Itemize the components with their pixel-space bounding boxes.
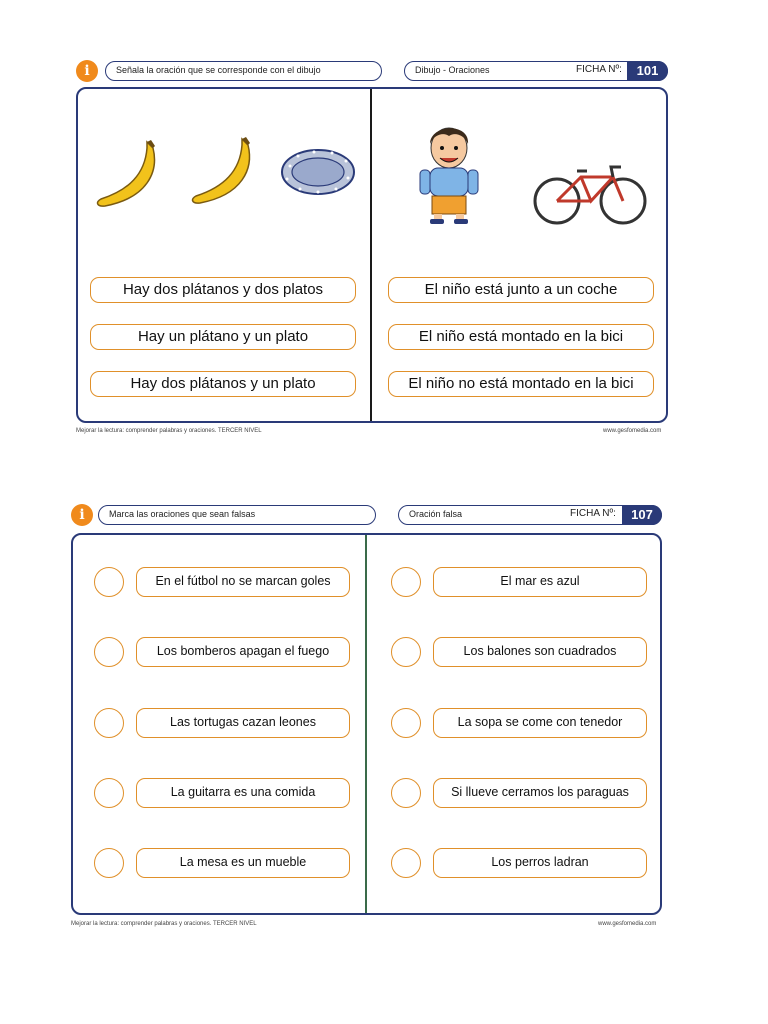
boy-illustration [414,120,484,224]
ficha-label: FICHA Nº: [576,64,622,75]
sentence-box: Los bomberos apagan el fuego [136,637,350,667]
topic-text: Dibujo - Oraciones [415,65,490,75]
instruction-text: Marca las oraciones que sean falsas [109,509,256,519]
ficha-number: 107 [622,505,662,525]
ficha-label: FICHA Nº: [570,508,616,519]
bicycle-illustration [533,163,647,225]
plate-illustration [280,148,356,196]
answer-circle[interactable] [94,778,124,808]
footer-text: Mejorar la lectura: comprender palabras y oraciones. TERCER NIVEL [76,428,262,434]
answer-circle[interactable] [94,708,124,738]
instruction-pill [105,61,382,81]
sentence-box: La sopa se come con tenedor [433,708,647,738]
footer-text: Mejorar la lectura: comprender palabras y oraciones. TERCER NIVEL [71,921,257,927]
sentence-option[interactable]: El niño está montado en la bici [388,324,654,350]
column-divider [370,89,372,421]
answer-circle[interactable] [391,848,421,878]
answer-circle[interactable] [391,708,421,738]
footer-website: www.gesfomedia.com [603,428,662,434]
info-icon: i [76,60,98,82]
sentence-option[interactable]: El niño no está montado en la bici [388,371,654,397]
topic-text: Oración falsa [409,509,463,519]
banana-illustration [190,135,260,207]
info-icon: i [71,504,93,526]
sentence-box: Las tortugas cazan leones [136,708,350,738]
answer-circle[interactable] [391,637,421,667]
sentence-box: En el fútbol no se marcan goles [136,567,350,597]
answer-circle[interactable] [94,848,124,878]
column-divider [365,535,367,913]
sentence-box: El mar es azul [433,567,647,597]
sentence-box: Los balones son cuadrados [433,637,647,667]
ficha-number: 101 [627,61,668,81]
sentence-option[interactable]: Hay un plátano y un plato [90,324,356,350]
answer-circle[interactable] [94,637,124,667]
answer-circle[interactable] [391,778,421,808]
sentence-option[interactable]: Hay dos plátanos y dos platos [90,277,356,303]
instruction-pill [98,505,376,525]
sentence-box: La guitarra es una comida [136,778,350,808]
instruction-text: Señala la oración que se corresponde con el dibujo [116,65,321,75]
footer-website: www.gesfomedia.com [598,921,657,927]
answer-circle[interactable] [391,567,421,597]
banana-illustration [95,138,165,210]
sentence-box: Si llueve cerramos los paraguas [433,778,647,808]
sentence-box: Los perros ladran [433,848,647,878]
sentence-option[interactable]: Hay dos plátanos y un plato [90,371,356,397]
sentence-box: La mesa es un mueble [136,848,350,878]
sentence-option[interactable]: El niño está junto a un coche [388,277,654,303]
answer-circle[interactable] [94,567,124,597]
